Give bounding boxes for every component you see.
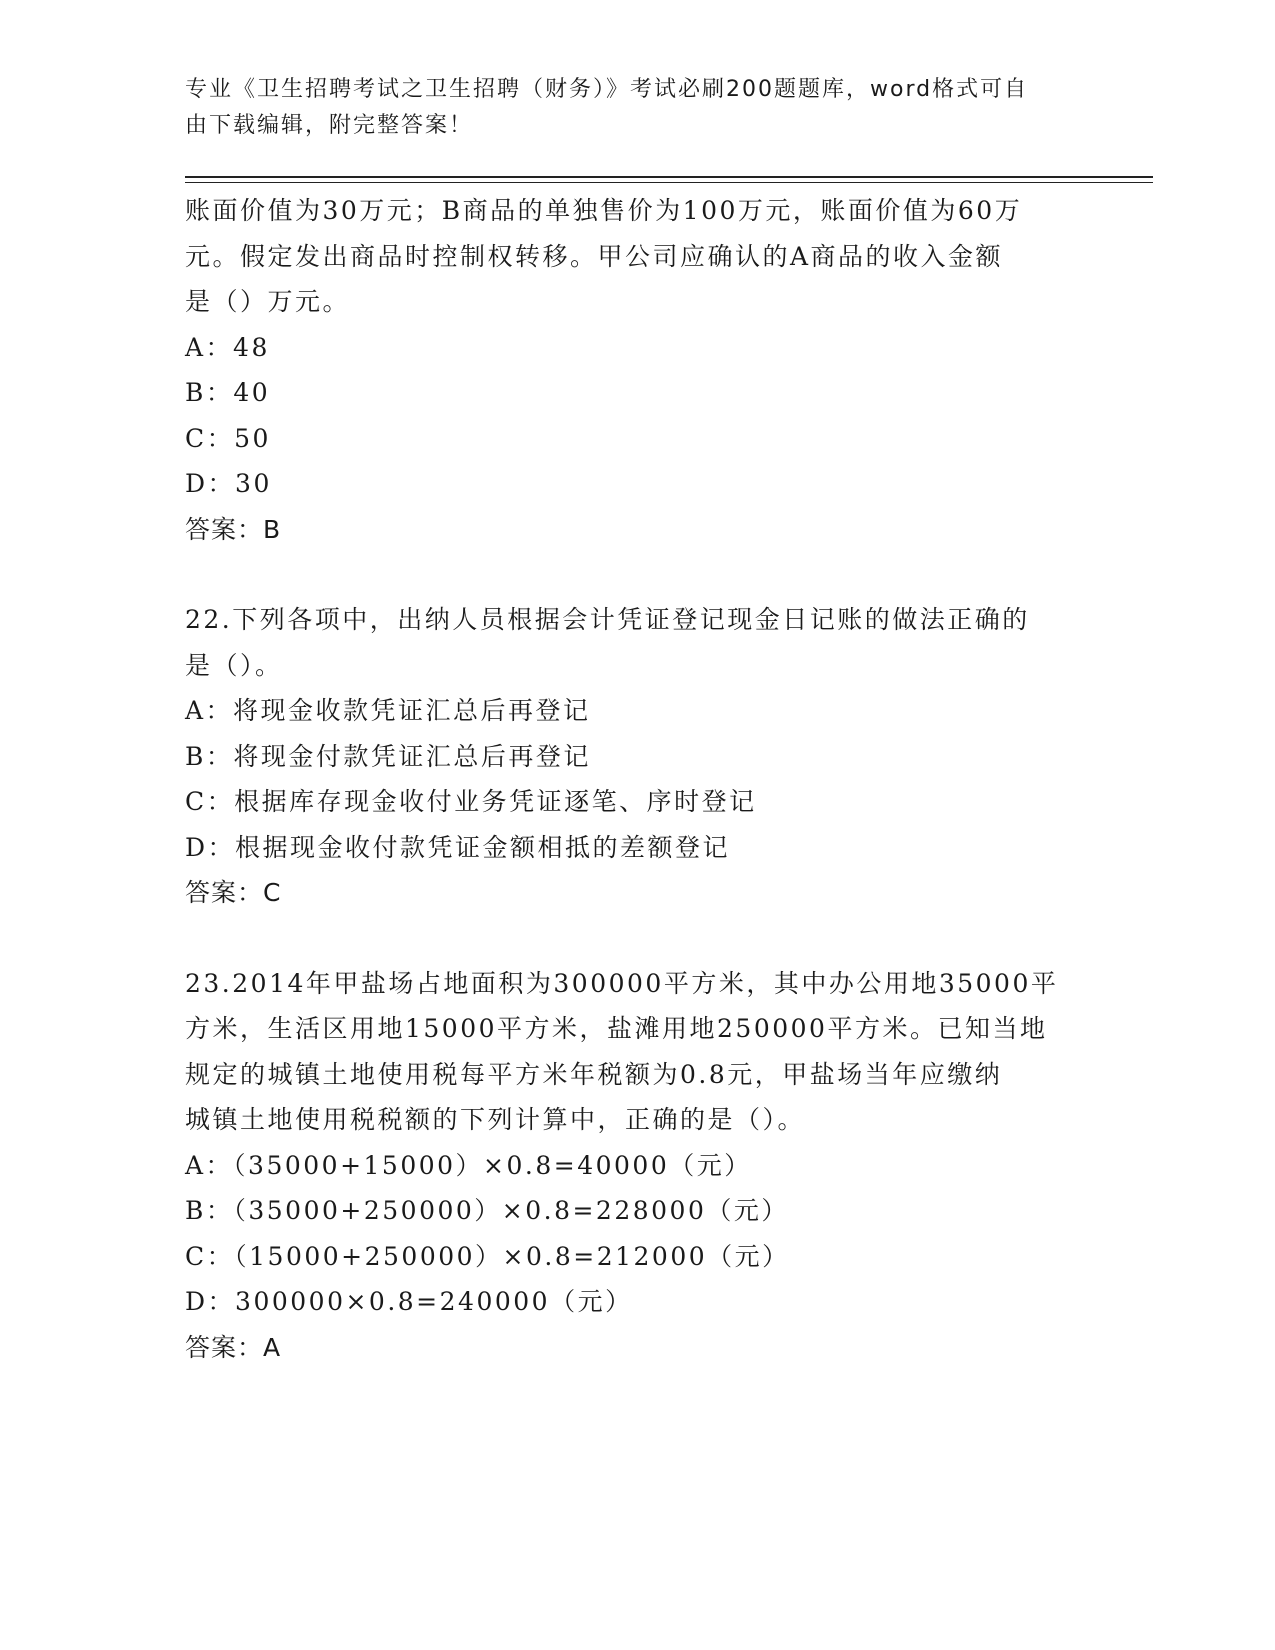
- question-text-line: 规定的城镇土地使用税每平方米年税额为0.8元，甲盐场当年应缴纳: [185, 1059, 1003, 1089]
- option-d: D：根据现金收付款凭证金额相抵的差额登记: [185, 832, 731, 862]
- document-header: [185, 72, 1085, 144]
- option-a: A：将现金收款凭证汇总后再登记: [185, 696, 591, 725]
- option-c: C：50: [185, 423, 271, 453]
- header-rule-thin: [185, 182, 1153, 183]
- question-22: [185, 597, 1085, 916]
- question-text-line: 方米，生活区用地15000平方米，盐滩用地250000平方米。已知当地: [185, 1014, 1048, 1043]
- question-text-line: 是（）。: [185, 650, 283, 680]
- question-text-line: 账面价值为30万元；B商品的单独售价为100万元，账面价值为60万: [185, 196, 1023, 225]
- option-b: B：（35000+250000）×0.8=228000（元）: [185, 1196, 789, 1225]
- document-body: [185, 188, 1085, 1370]
- spacer: [185, 916, 1085, 961]
- header-rule-thick: [185, 176, 1153, 178]
- answer: 答案：A: [185, 1332, 282, 1362]
- question-text-line: 是（）万元。: [185, 287, 351, 316]
- header-line-1: 专业《卫生招聘考试之卫生招聘（财务）》考试必刷200题题库，word格式可自: [185, 77, 1029, 102]
- option-c: C：根据库存现金收付业务凭证逐笔、序时登记: [185, 787, 757, 816]
- spacer: [185, 552, 1085, 597]
- question-21: [185, 188, 1085, 552]
- header-line-2: 由下载编辑，附完整答案！: [185, 113, 474, 138]
- option-a: A：（35000+15000）×0.8=40000（元）: [185, 1150, 752, 1180]
- option-d: D：30: [185, 469, 272, 498]
- option-c: C：（15000+250000）×0.8=212000（元）: [185, 1241, 790, 1271]
- answer: 答案：C: [185, 878, 282, 907]
- question-text-line: 城镇土地使用税税额的下列计算中，正确的是（）。: [185, 1105, 806, 1134]
- question-23: [185, 961, 1085, 1371]
- option-b: B：40: [185, 378, 271, 407]
- answer: 答案：B: [185, 514, 282, 544]
- option-b: B：将现金付款凭证汇总后再登记: [185, 741, 591, 771]
- option-a: A：48: [185, 332, 270, 362]
- question-text-line: 22.下列各项中，出纳人员根据会计凭证登记现金日记账的做法正确的: [185, 605, 1030, 634]
- question-text-line: 23.2014年甲盐场占地面积为300000平方米，其中办公用地35000平: [185, 968, 1059, 998]
- option-d: D：300000×0.8=240000（元）: [185, 1287, 633, 1316]
- question-text-line: 元。假定发出商品时控制权转移。甲公司应确认的A商品的收入金额: [185, 241, 1004, 271]
